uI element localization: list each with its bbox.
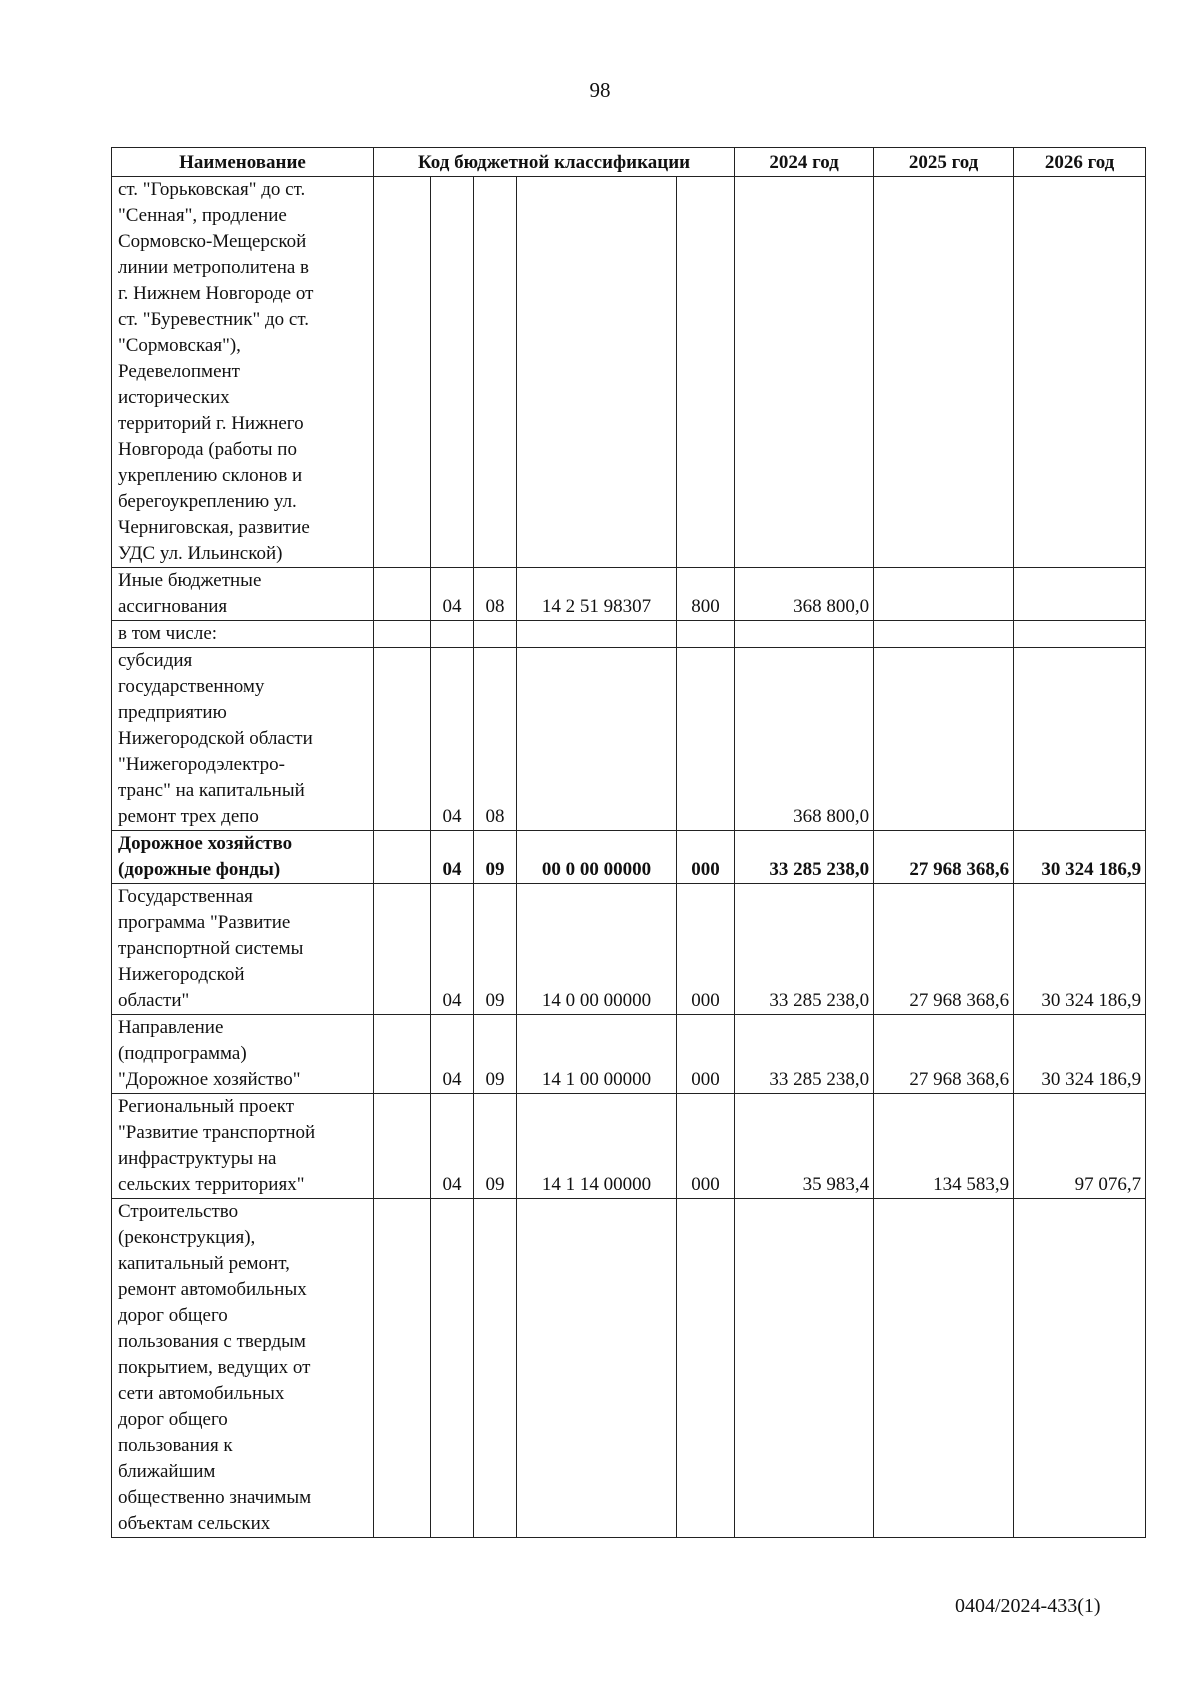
subsection-code: 09 bbox=[474, 831, 517, 884]
table-header-row bbox=[112, 148, 1146, 177]
header-2025: 2025 год bbox=[874, 148, 1014, 177]
amount-2024 bbox=[735, 177, 874, 568]
section-code: 04 bbox=[431, 568, 474, 621]
table-row bbox=[112, 831, 1146, 884]
amount-2024 bbox=[735, 1199, 874, 1538]
amount-2026 bbox=[1014, 648, 1146, 831]
amount-2025 bbox=[874, 177, 1014, 568]
amount-2024: 368 800,0 bbox=[735, 648, 874, 831]
row-name: Дорожное хозяйство (дорожные фонды) bbox=[112, 831, 374, 884]
amount-2025: 27 968 368,6 bbox=[874, 884, 1014, 1015]
target-article-code: 14 0 00 00000 bbox=[517, 884, 677, 1015]
amount-2025 bbox=[874, 621, 1014, 648]
amount-2025: 27 968 368,6 bbox=[874, 831, 1014, 884]
target-article-code bbox=[517, 177, 677, 568]
target-article-code bbox=[517, 1199, 677, 1538]
amount-2024: 33 285 238,0 bbox=[735, 1015, 874, 1094]
document-code: 0404/2024-433(1) bbox=[955, 1595, 1101, 1617]
empty-cell bbox=[374, 177, 431, 568]
amount-2026: 97 076,7 bbox=[1014, 1094, 1146, 1199]
target-article-code bbox=[517, 621, 677, 648]
table-row bbox=[112, 568, 1146, 621]
section-code bbox=[431, 177, 474, 568]
expense-type-code bbox=[677, 1199, 735, 1538]
subsection-code: 09 bbox=[474, 884, 517, 1015]
header-2026: 2026 год bbox=[1014, 148, 1146, 177]
subsection-code bbox=[474, 1199, 517, 1538]
subsection-code: 09 bbox=[474, 1015, 517, 1094]
amount-2025 bbox=[874, 1199, 1014, 1538]
target-article-code: 14 1 00 00000 bbox=[517, 1015, 677, 1094]
expense-type-code: 000 bbox=[677, 884, 735, 1015]
section-code: 04 bbox=[431, 1015, 474, 1094]
amount-2024: 368 800,0 bbox=[735, 568, 874, 621]
expense-type-code: 800 bbox=[677, 568, 735, 621]
table-row bbox=[112, 1094, 1146, 1199]
subsection-code bbox=[474, 177, 517, 568]
table-row bbox=[112, 621, 1146, 648]
amount-2026: 30 324 186,9 bbox=[1014, 831, 1146, 884]
row-name: Строительство (реконструкция), капитальный ремонт, ремонт автомобильных дорог общего пользования с твердым покрытием, ведущих от сети автомобильных дорог общего пользования к ближайшим общественно значимым объектам сельских bbox=[112, 1199, 374, 1538]
amount-2026 bbox=[1014, 568, 1146, 621]
expense-type-code: 000 bbox=[677, 1094, 735, 1199]
budget-table bbox=[111, 147, 1146, 1538]
amount-2024 bbox=[735, 621, 874, 648]
row-name: в том числе: bbox=[112, 621, 374, 648]
empty-cell bbox=[374, 568, 431, 621]
amount-2026: 30 324 186,9 bbox=[1014, 1015, 1146, 1094]
amount-2025: 27 968 368,6 bbox=[874, 1015, 1014, 1094]
row-name: Государственная программа "Развитие транспортной системы Нижегородской области" bbox=[112, 884, 374, 1015]
section-code: 04 bbox=[431, 884, 474, 1015]
table-row bbox=[112, 884, 1146, 1015]
section-code: 04 bbox=[431, 1094, 474, 1199]
table-row bbox=[112, 177, 1146, 568]
amount-2026: 30 324 186,9 bbox=[1014, 884, 1146, 1015]
target-article-code: 14 2 51 98307 bbox=[517, 568, 677, 621]
empty-cell bbox=[374, 884, 431, 1015]
page-number: 98 bbox=[589, 78, 611, 102]
row-name: субсидия государственному предприятию Нижегородской области "Нижегородэлектро- транс" на капитальный ремонт трех депо bbox=[112, 648, 374, 831]
empty-cell bbox=[374, 831, 431, 884]
row-name: ст. "Горьковская" до ст. "Сенная", продление Сормовско-Мещерской линии метрополитена в г. Нижнем Новгороде от ст. "Буревестник" до ст. "Сормовская"), Редевелопмент исторических территорий г. Нижнего Новгорода (работы по укреплению склонов и берегоукреплению ул. Черниговская, развитие УДС ул. Ильинской) bbox=[112, 177, 374, 568]
expense-type-code: 000 bbox=[677, 1015, 735, 1094]
amount-2025: 134 583,9 bbox=[874, 1094, 1014, 1199]
table-row bbox=[112, 1199, 1146, 1538]
table-row bbox=[112, 1015, 1146, 1094]
amount-2026 bbox=[1014, 177, 1146, 568]
empty-cell bbox=[374, 1015, 431, 1094]
amount-2024: 33 285 238,0 bbox=[735, 831, 874, 884]
expense-type-code: 000 bbox=[677, 831, 735, 884]
row-name: Иные бюджетные ассигнования bbox=[112, 568, 374, 621]
target-article-code: 00 0 00 00000 bbox=[517, 831, 677, 884]
header-code: Код бюджетной классификации bbox=[374, 148, 735, 177]
empty-cell bbox=[374, 1094, 431, 1199]
section-code: 04 bbox=[431, 831, 474, 884]
subsection-code: 08 bbox=[474, 648, 517, 831]
amount-2025 bbox=[874, 568, 1014, 621]
header-name: Наименование bbox=[112, 148, 374, 177]
empty-cell bbox=[374, 1199, 431, 1538]
empty-cell bbox=[374, 621, 431, 648]
section-code: 04 bbox=[431, 648, 474, 831]
amount-2024: 35 983,4 bbox=[735, 1094, 874, 1199]
amount-2026 bbox=[1014, 1199, 1146, 1538]
table-row bbox=[112, 648, 1146, 831]
target-article-code bbox=[517, 648, 677, 831]
empty-cell bbox=[374, 648, 431, 831]
amount-2024: 33 285 238,0 bbox=[735, 884, 874, 1015]
amount-2026 bbox=[1014, 621, 1146, 648]
amount-2025 bbox=[874, 648, 1014, 831]
expense-type-code bbox=[677, 648, 735, 831]
header-2024: 2024 год bbox=[735, 148, 874, 177]
subsection-code bbox=[474, 621, 517, 648]
expense-type-code bbox=[677, 177, 735, 568]
section-code bbox=[431, 621, 474, 648]
row-name: Региональный проект "Развитие транспортной инфраструктуры на сельских территориях" bbox=[112, 1094, 374, 1199]
target-article-code: 14 1 14 00000 bbox=[517, 1094, 677, 1199]
row-name: Направление (подпрограмма) "Дорожное хозяйство" bbox=[112, 1015, 374, 1094]
subsection-code: 08 bbox=[474, 568, 517, 621]
section-code bbox=[431, 1199, 474, 1538]
expense-type-code bbox=[677, 621, 735, 648]
subsection-code: 09 bbox=[474, 1094, 517, 1199]
